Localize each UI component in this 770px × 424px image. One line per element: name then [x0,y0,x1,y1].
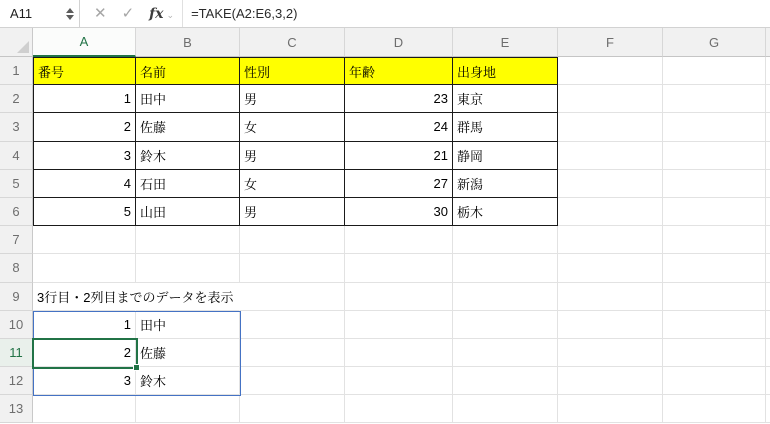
chevron-down-icon: ⌄ [166,9,175,20]
cell-E7[interactable] [453,226,558,254]
cell-C5[interactable]: 女 [240,170,345,198]
cell-A9[interactable] [33,283,234,311]
sheet-row-3 [0,113,770,141]
cell-G6[interactable] [663,198,766,226]
sheet-row-4 [0,142,770,170]
cell-C12[interactable] [240,367,345,395]
cell-C1[interactable]: 性別 [240,57,345,85]
cell-D1[interactable]: 年齢 [345,57,453,85]
cell-A11[interactable]: 2 [33,339,136,367]
sheet-row-5 [0,170,770,198]
cell-F4[interactable] [558,142,663,170]
cell-D2[interactable]: 23 [345,85,453,113]
sheet-row-9 [0,283,770,311]
cell-E10[interactable] [453,311,558,339]
insert-function-button[interactable] [149,6,174,22]
cell-partial [766,142,770,170]
row-header-2[interactable]: 2 [0,85,33,113]
row-header-12[interactable]: 12 [0,367,33,395]
cell-B4[interactable]: 鈴木 [136,142,240,170]
cell-A13[interactable] [33,395,136,423]
grid-body [0,57,770,423]
cell-B12[interactable]: 鈴木 [136,367,240,395]
cell-A7[interactable] [33,226,136,254]
cell-D10[interactable] [345,311,453,339]
column-header-A[interactable]: A [33,28,136,57]
cell-A4[interactable]: 3 [33,142,136,170]
select-all-corner[interactable] [0,28,33,57]
cell-C2[interactable]: 男 [240,85,345,113]
sheet-row-11 [0,339,770,367]
cell-F6[interactable] [558,198,663,226]
cell-E8[interactable] [453,254,558,282]
cell-A2[interactable]: 1 [33,85,136,113]
formula-bar-buttons [80,0,182,27]
fx-icon: fx [149,5,164,22]
cell-C10[interactable] [240,311,345,339]
cell-A12[interactable]: 3 [33,367,136,395]
row-header-10[interactable]: 10 [0,311,33,339]
cell-F9[interactable] [558,283,663,311]
cell-E9[interactable] [453,283,558,311]
cell-A6[interactable]: 5 [33,198,136,226]
cell-F3[interactable] [558,113,663,141]
cell-G11[interactable] [663,339,766,367]
cell-F12[interactable] [558,367,663,395]
cell-B13[interactable] [136,395,240,423]
cell-G13[interactable] [663,395,766,423]
cell-D7[interactable] [345,226,453,254]
sheet-row-8 [0,254,770,282]
cancel-icon[interactable]: ✕ [94,5,107,22]
name-box-value: A11 [10,6,33,21]
column-header-F[interactable]: F [558,28,663,57]
cell-F5[interactable] [558,170,663,198]
fill-handle[interactable] [133,364,140,371]
cell-B6[interactable]: 山田 [136,198,240,226]
cell-B1[interactable]: 名前 [136,57,240,85]
cell-partial [766,367,770,395]
cell-partial [766,254,770,282]
cell-G3[interactable] [663,113,766,141]
cell-F8[interactable] [558,254,663,282]
cell-partial [766,395,770,423]
cell-F2[interactable] [558,85,663,113]
cell-B8[interactable] [136,254,240,282]
cell-G12[interactable] [663,367,766,395]
stepper-down-icon[interactable] [66,15,74,20]
sheet-row-1 [0,57,770,85]
row-header-8[interactable]: 8 [0,254,33,282]
row-header-4[interactable]: 4 [0,142,33,170]
cell-C11[interactable] [240,339,345,367]
cell-E6[interactable]: 栃木 [453,198,558,226]
cell-partial [766,226,770,254]
column-header-G[interactable]: G [663,28,766,57]
cell-E5[interactable]: 新潟 [453,170,558,198]
cell-G1[interactable] [663,57,766,85]
cell-partial [766,311,770,339]
enter-icon[interactable]: ✓ [121,5,135,22]
name-box-stepper[interactable] [66,8,74,20]
column-header-row [0,28,770,57]
sheet-row-10 [0,311,770,339]
cell-C7[interactable] [240,226,345,254]
cell-G2[interactable] [663,85,766,113]
cell-E2[interactable]: 東京 [453,85,558,113]
cell-partial [766,339,770,367]
cell-F10[interactable] [558,311,663,339]
cell-G8[interactable] [663,254,766,282]
row-header-5[interactable]: 5 [0,170,33,198]
row-header-3[interactable]: 3 [0,113,33,141]
cell-C6[interactable]: 男 [240,198,345,226]
cell-B5[interactable]: 石田 [136,170,240,198]
cell-partial [766,113,770,141]
sheet-row-6 [0,198,770,226]
row-header-13[interactable]: 13 [0,395,33,423]
cell-D6[interactable]: 30 [345,198,453,226]
row-header-11[interactable]: 11 [0,339,33,367]
stepper-up-icon[interactable] [66,8,74,13]
row-header-7[interactable]: 7 [0,226,33,254]
cell-G4[interactable] [663,142,766,170]
column-header-B[interactable]: B [136,28,240,57]
cell-D8[interactable] [345,254,453,282]
formula-bar [0,0,770,28]
overflow-note-text: 3行目・2列目までのデータを表示 [37,284,236,309]
row-header-9[interactable]: 9 [0,283,33,311]
sheet-row-12 [0,367,770,395]
cell-A5[interactable]: 4 [33,170,136,198]
cell-partial [766,198,770,226]
cell-B10[interactable]: 田中 [136,311,240,339]
cell-E4[interactable]: 静岡 [453,142,558,170]
cell-C8[interactable] [240,254,345,282]
cell-A1[interactable]: 番号 [33,57,136,85]
sheet-row-13 [0,395,770,423]
cell-E11[interactable] [453,339,558,367]
sheet-row-7 [0,226,770,254]
cell-partial [766,283,770,311]
cell-B11[interactable]: 佐藤 [136,339,240,367]
cell-D4[interactable]: 21 [345,142,453,170]
cell-F1[interactable] [558,57,663,85]
cell-G7[interactable] [663,226,766,254]
formula-input[interactable]: =TAKE(A2:E6,3,2) [182,0,770,27]
column-header-partial [766,28,770,57]
cell-D13[interactable] [345,395,453,423]
cell-F11[interactable] [558,339,663,367]
row-header-6[interactable]: 6 [0,198,33,226]
cell-F13[interactable] [558,395,663,423]
cell-partial [766,57,770,85]
column-header-D[interactable]: D [345,28,453,57]
column-header-C[interactable]: C [240,28,345,57]
name-box[interactable] [0,0,80,27]
cell-partial [766,170,770,198]
cell-A3[interactable]: 2 [33,113,136,141]
cell-D5[interactable]: 27 [345,170,453,198]
sheet-grid [0,28,770,424]
cell-A8[interactable] [33,254,136,282]
column-header-E[interactable]: E [453,28,558,57]
cell-partial [766,85,770,113]
cell-C3[interactable]: 女 [240,113,345,141]
cell-C4[interactable]: 男 [240,142,345,170]
cell-D12[interactable] [345,367,453,395]
cell-G5[interactable] [663,170,766,198]
cell-G9[interactable] [663,283,766,311]
cell-B7[interactable] [136,226,240,254]
cell-D9[interactable] [345,283,453,311]
cell-D3[interactable]: 24 [345,113,453,141]
cell-A10[interactable]: 1 [33,311,136,339]
cell-D11[interactable] [345,339,453,367]
row-header-1[interactable]: 1 [0,57,33,85]
cell-E12[interactable] [453,367,558,395]
cell-E3[interactable]: 群馬 [453,113,558,141]
cell-E1[interactable]: 出身地 [453,57,558,85]
cell-B3[interactable]: 佐藤 [136,113,240,141]
cell-B2[interactable]: 田中 [136,85,240,113]
cell-F7[interactable] [558,226,663,254]
cell-C9[interactable] [240,283,345,311]
sheet-row-2 [0,85,770,113]
cell-G10[interactable] [663,311,766,339]
cell-E13[interactable] [453,395,558,423]
cell-C13[interactable] [240,395,345,423]
